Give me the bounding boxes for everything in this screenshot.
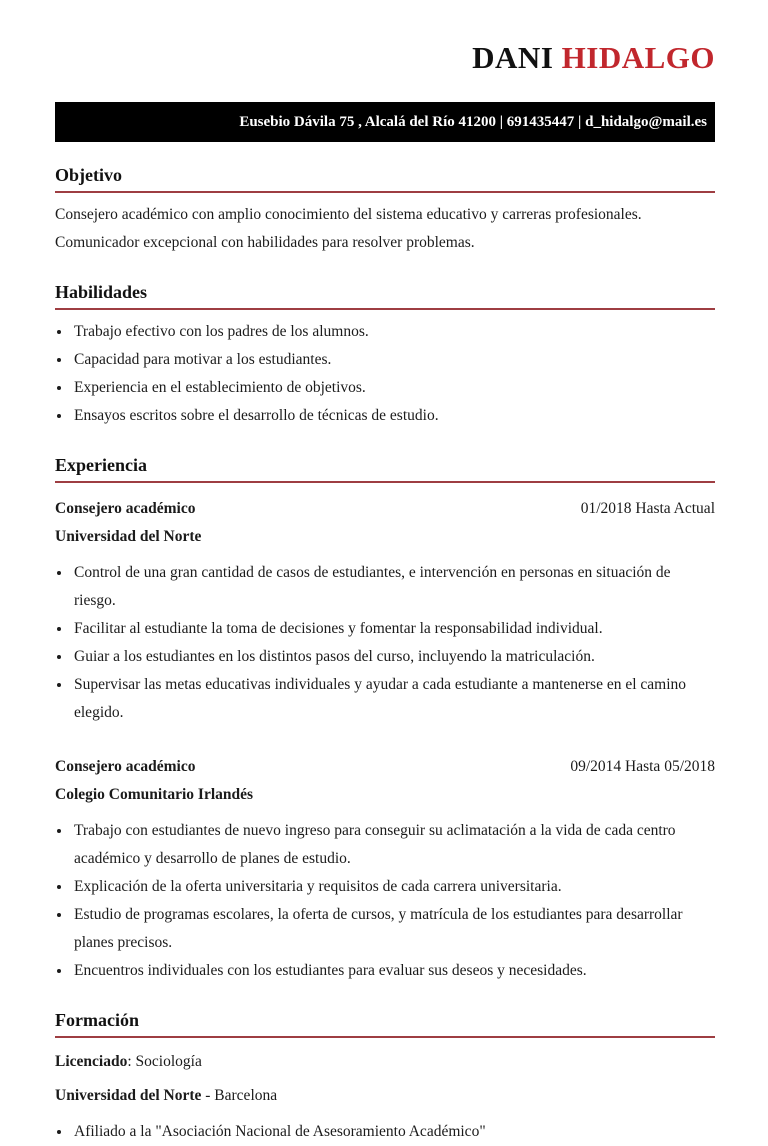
section-rule	[55, 191, 715, 193]
contact-text: Eusebio Dávila 75 , Alcalá del Río 41200 | 691435447 | d_hidalgo@mail.es	[239, 114, 707, 130]
section-rule	[55, 308, 715, 310]
job-duty: • Encuentros individuales con los estudiantes para evaluar sus deseos y necesidades.	[72, 957, 715, 985]
candidate-name	[55, 38, 715, 78]
job-duties-list	[55, 559, 715, 727]
job-dates: 09/2014 Hasta 05/2018	[570, 758, 715, 775]
degree-label: Licenciado	[55, 1053, 128, 1070]
section-rule	[55, 481, 715, 483]
section-rule	[55, 1036, 715, 1038]
job-duty: • Guiar a los estudiantes en los distintos pasos del curso, incluyendo la matriculación.	[72, 643, 715, 671]
job-entry	[55, 495, 715, 727]
skill-item: • Ensayos escritos sobre el desarrollo de técnicas de estudio.	[72, 402, 715, 430]
job-duty: • Estudio de programas escolares, la oferta de cursos, y matrícula de los estudiantes para desarrollar planes precisos.	[72, 901, 715, 957]
education-school	[55, 1082, 715, 1110]
job-duty: • Control de una gran cantidad de casos de estudiantes, e intervención en personas en situación de riesgo.	[72, 559, 715, 615]
job-duty: • Trabajo con estudiantes de nuevo ingreso para conseguir su aclimatación a la vida de cada centro académico y desarrollo de planes de estudio.	[72, 817, 715, 873]
job-employer: Universidad del Norte	[55, 528, 202, 545]
job-duty: • Explicación de la oferta universitaria y requisitos de cada carrera universitaria.	[72, 873, 715, 901]
job-header	[55, 495, 715, 523]
skills-list	[55, 318, 715, 430]
school-name: Universidad del Norte	[55, 1087, 202, 1104]
objective-summary: Consejero académico con amplio conocimiento del sistema educativo y carreras profesionales. Comunicador excepcional con habilidades para resolver problemas.	[55, 206, 642, 251]
job-title: Consejero académico	[55, 758, 196, 775]
skill-item: • Experiencia en el establecimiento de objetivos.	[72, 374, 715, 402]
education-degree	[55, 1048, 715, 1076]
skill-item: • Trabajo efectivo con los padres de los alumnos.	[72, 318, 715, 346]
job-duties-list	[55, 817, 715, 985]
contact-bar	[55, 102, 715, 142]
section-title-experiencia: Experiencia	[55, 455, 147, 475]
job-duty: • Facilitar al estudiante la toma de decisiones y fomentar la responsabilidad individual.	[72, 615, 715, 643]
section-title-formacion: Formación	[55, 1010, 139, 1030]
degree-detail: : Sociología	[127, 1053, 202, 1070]
job-duty: • Supervisar las metas educativas individuales y ayudar a cada estudiante a mantenerse en el camino elegido.	[72, 671, 715, 727]
job-entry	[55, 753, 715, 985]
education-bullet: • Afiliado a la "Asociación Nacional de Asesoramiento Académico"	[72, 1118, 715, 1146]
section-habilidades	[55, 281, 715, 430]
section-formacion	[55, 1009, 715, 1146]
candidate-first-name: DANI	[472, 40, 554, 75]
skill-item: • Capacidad para motivar a los estudiantes.	[72, 346, 715, 374]
job-dates: 01/2018 Hasta Actual	[580, 500, 715, 517]
education-list	[55, 1118, 715, 1146]
section-objetivo	[55, 164, 715, 257]
job-employer: Colegio Comunitario Irlandés	[55, 786, 254, 803]
candidate-last-name: HIDALGO	[561, 40, 715, 75]
job-title: Consejero académico	[55, 500, 196, 517]
section-title-objetivo: Objetivo	[55, 165, 122, 185]
school-detail: - Barcelona	[201, 1087, 278, 1104]
section-title-habilidades: Habilidades	[55, 282, 148, 302]
section-experiencia	[55, 454, 715, 985]
job-header	[55, 753, 715, 781]
